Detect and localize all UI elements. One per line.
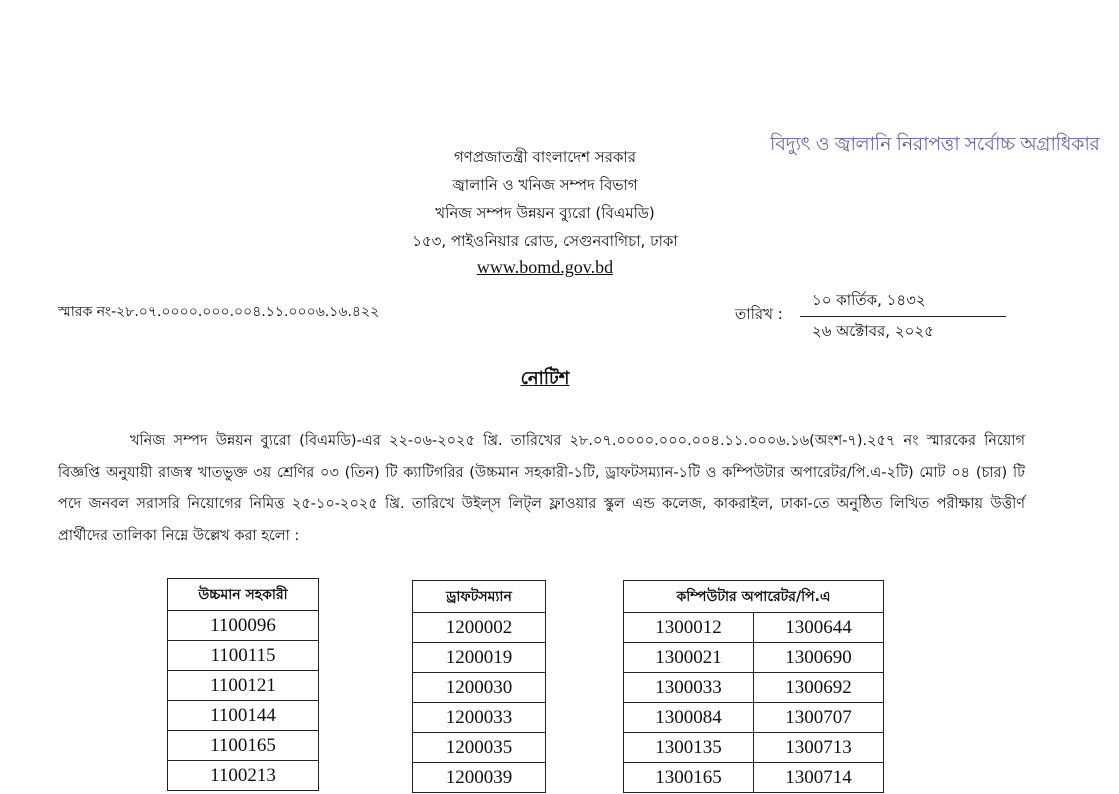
table-draftsman [412, 580, 546, 793]
memo-number: স্মারক নং-২৮.০৭.০০০০.০০০.০০৪.১১.০০০৬.১৬.৪২২ [58, 304, 380, 320]
roll-number: 1300707 [754, 703, 884, 733]
table-computer-operator [623, 580, 884, 793]
roll-number: 1200030 [413, 673, 546, 703]
header-line-address: ১৫৩, পাইওনিয়ার রোড, সেগুনবাগিচা, ঢাকা [412, 232, 678, 250]
roll-number: 1300692 [754, 673, 884, 703]
date-gregorian: ২৬ অক্টোবর, ২০২৫ [812, 322, 934, 340]
date-bangla: ১০ কার্তিক, ১৪৩২ [812, 291, 926, 309]
roll-number: 1300084 [624, 703, 754, 733]
roll-number: 1300033 [624, 673, 754, 703]
table-row [624, 703, 884, 733]
table-row [624, 673, 884, 703]
table-row [413, 733, 546, 763]
roll-number: 1100121 [168, 671, 319, 701]
table-row [413, 673, 546, 703]
date-divider [800, 316, 1006, 317]
table-row [168, 731, 319, 761]
roll-number: 1200035 [413, 733, 546, 763]
website-link[interactable]: www.bomd.gov.bd [476, 257, 614, 277]
roll-number: 1300713 [754, 733, 884, 763]
roll-number: 1100165 [168, 731, 319, 761]
table-higher-assistant [167, 578, 319, 791]
table-row [168, 761, 319, 791]
table-row [413, 643, 546, 673]
roll-number: 1200019 [413, 643, 546, 673]
table-row [624, 733, 884, 763]
roll-number: 1300012 [624, 613, 754, 643]
table-row [624, 613, 884, 643]
table-row [168, 671, 319, 701]
table-row [624, 643, 884, 673]
table-row [168, 611, 319, 641]
table-row [624, 763, 884, 793]
table-row [168, 701, 319, 731]
roll-number: 1300644 [754, 613, 884, 643]
table-header: ড্রাফটসম্যান [413, 581, 546, 613]
roll-number: 1300714 [754, 763, 884, 793]
roll-number: 1300690 [754, 643, 884, 673]
table-header: উচ্চমান সহকারী [168, 579, 319, 611]
table-row [168, 641, 319, 671]
roll-number: 1300021 [624, 643, 754, 673]
table-row [413, 703, 546, 733]
table-header: কম্পিউটার অপারেটর/পি.এ [624, 581, 884, 613]
roll-number: 1100115 [168, 641, 319, 671]
roll-number: 1200002 [413, 613, 546, 643]
header-line-bureau: খনিজ সম্পদ উন্নয়ন ব্যুরো (বিএমডি) [435, 204, 655, 222]
roll-number: 1100096 [168, 611, 319, 641]
header-line-division: জ্বালানি ও খনিজ সম্পদ বিভাগ [452, 176, 638, 194]
roll-number: 1100144 [168, 701, 319, 731]
slogan-stamp: বিদ্যুৎ ও জ্বালানি নিরাপত্তা সর্বোচ্চ অগ্রাধিকার [770, 133, 1100, 155]
roll-number: 1300165 [624, 763, 754, 793]
roll-number: 1300135 [624, 733, 754, 763]
header-line-government: গণপ্রজাতন্ত্রী বাংলাদেশ সরকার [453, 148, 637, 166]
notice-title: নোটিশ [520, 368, 570, 389]
table-row [413, 613, 546, 643]
roll-number: 1100213 [168, 761, 319, 791]
roll-number: 1200039 [413, 763, 546, 793]
table-row [413, 763, 546, 793]
roll-number: 1200033 [413, 703, 546, 733]
date-label: তারিখ : [735, 305, 783, 323]
notice-body: খনিজ সম্পদ উন্নয়ন ব্যুরো (বিএমডি)-এর ২২-০৬-২০২৫ খ্রি. তারিখের ২৮.০৭.০০০০.০০০.০০৪.১১.০০০৬.১৬(অংশ-৭).২৫৭ নং স্মারকের নিয়োগ বিজ্ঞপ্তি অনুযায়ী রাজস্ব খাতভুক্ত ৩য় শ্রেণির ০৩ (তিন) টি ক্যাটিগরির (উচ্চমান সহকারী-১টি, ড্রাফটসম্যান-১টি ও কম্পিউটার অপারেটর/পি.এ-২টি) মোট ০৪ (চার) টি পদে জনবল সরাসরি নিয়োগের নিমিত্ত ২৫-১০-২০২৫ খ্রি. তারিখে উইল্‌স লিট্‌ল ফ্লাওয়ার স্কুল এন্ড কলেজ, কাকরাইল, ঢাকা-তে অনুষ্ঠিত লিখিত পরীক্ষায় উত্তীর্ণ প্রার্থীদের তালিকা নিম্নে উল্লেখ করা হলো : [58, 433, 1025, 544]
